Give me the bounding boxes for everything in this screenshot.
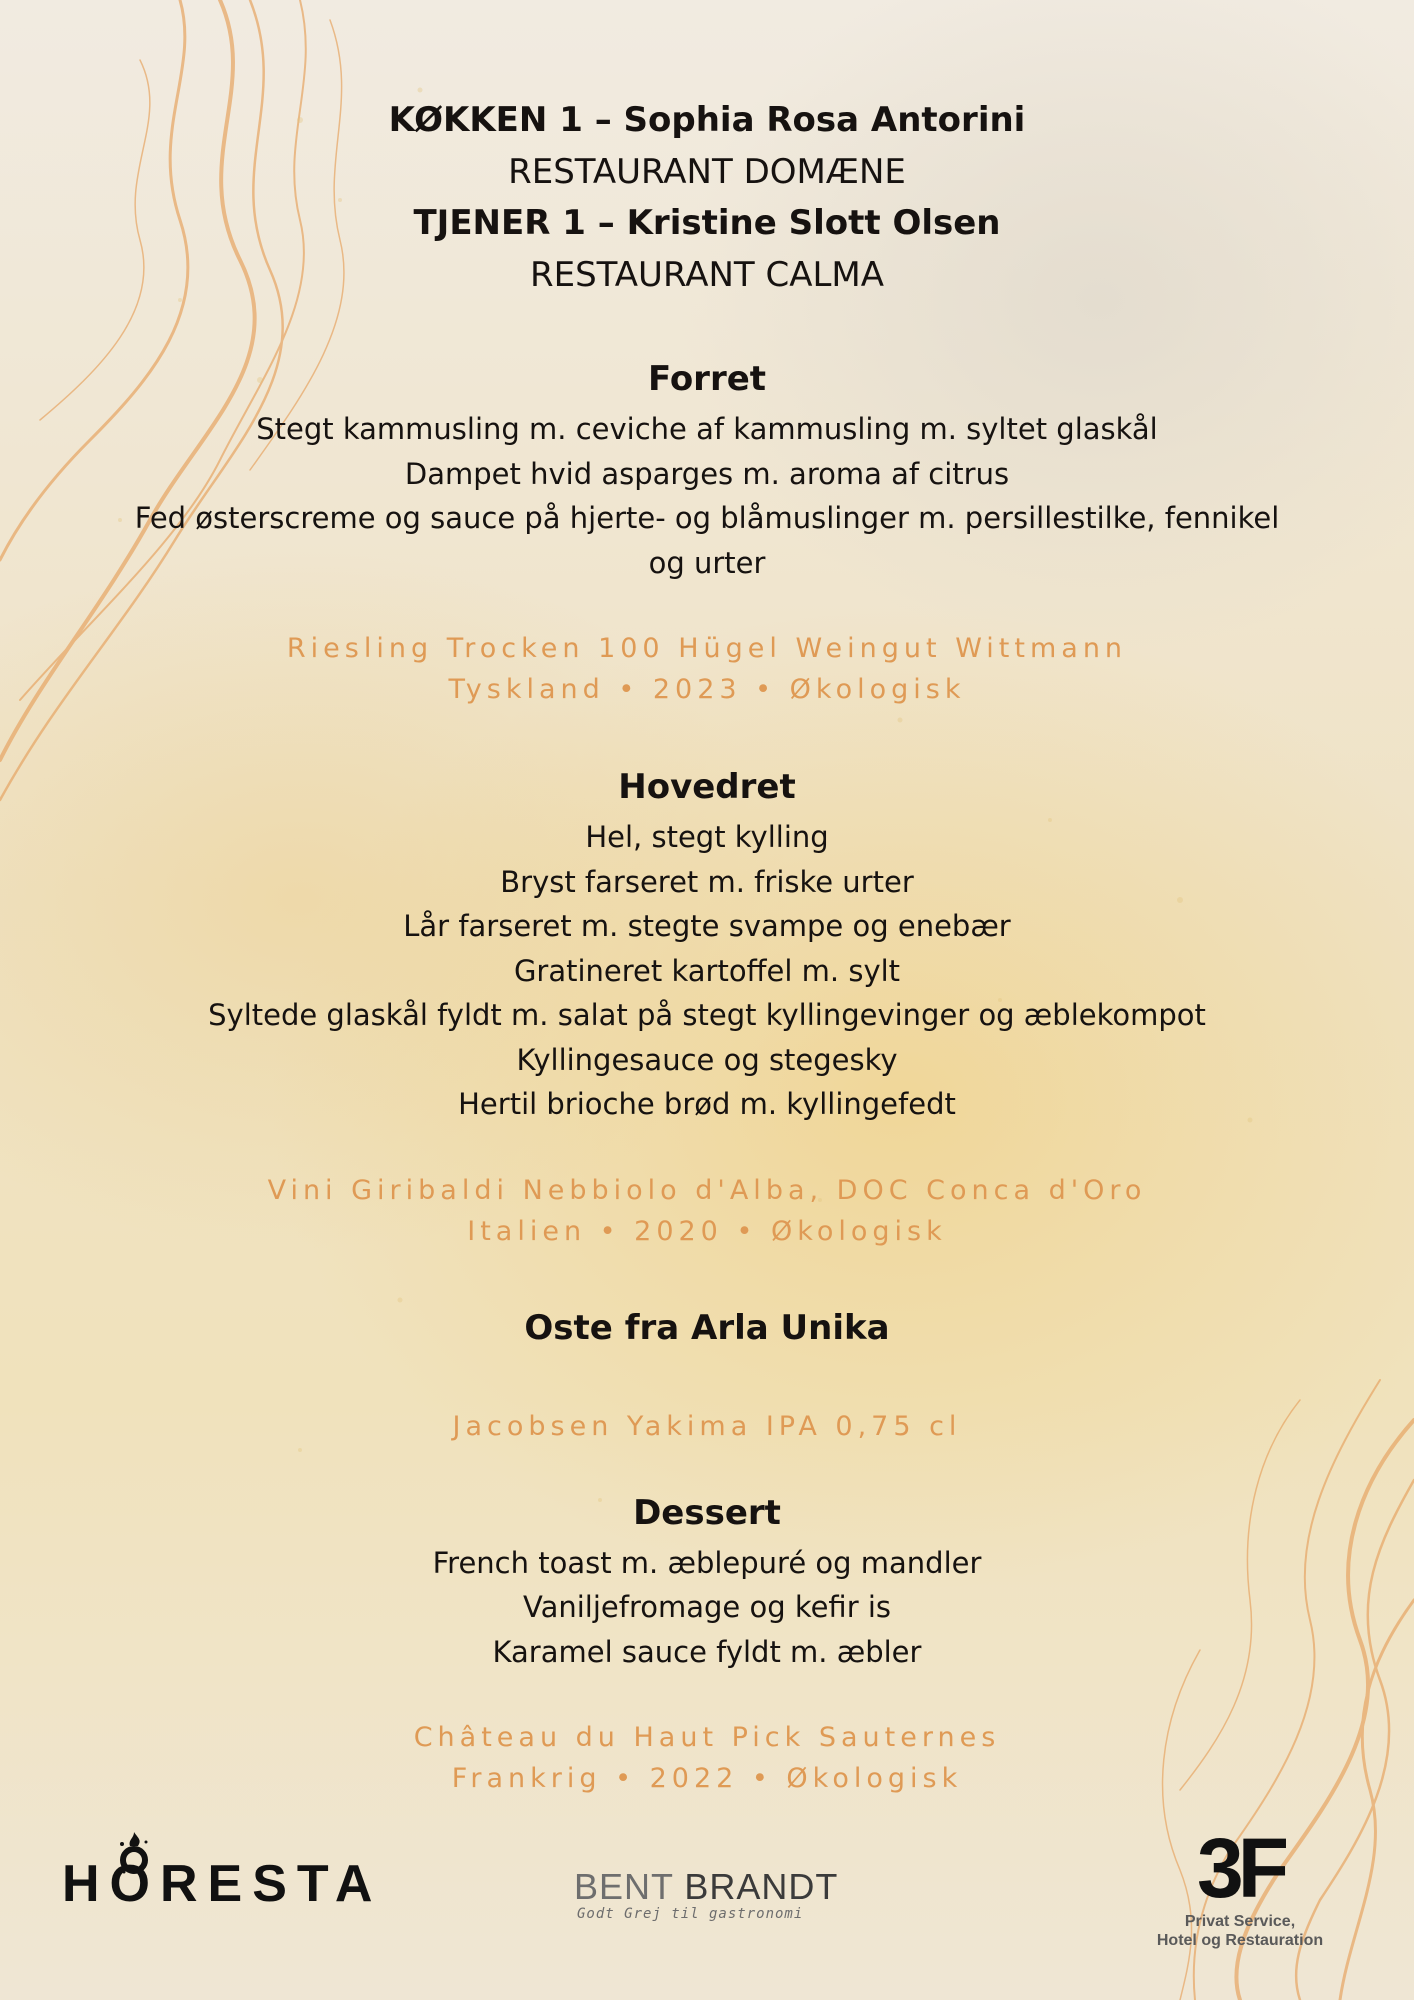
- main-course-item: Hel, stegt kylling: [585, 820, 829, 854]
- bent-brandt-word1: BENT: [574, 1866, 674, 1907]
- cheese-drink: Jacobsen Yakima IPA 0,75 cl: [452, 1411, 962, 1442]
- starter-wine-details: Tyskland • 2023 • Økologisk: [448, 674, 966, 705]
- waiter-restaurant: RESTAURANT CALMA: [529, 255, 884, 295]
- cheese-heading: Oste fra Arla Unika: [524, 1308, 890, 1348]
- dessert-heading: Dessert: [633, 1493, 781, 1533]
- horesta-wordmark: HORESTA: [62, 1855, 383, 1913]
- main-course-item: Kyllingesauce og stegesky: [516, 1043, 898, 1077]
- kitchen-restaurant: RESTAURANT DOMÆNE: [508, 152, 906, 192]
- starter-wine-name: Riesling Trocken 100 Hügel Weingut Wittmann: [286, 633, 1128, 664]
- main-course-item: Bryst farseret m. friske urter: [500, 865, 914, 899]
- horesta-logo: [62, 1832, 383, 1913]
- bent-brandt-word2: BRANDT: [684, 1866, 839, 1907]
- kitchen-chef-line: KØKKEN 1 – Sophia Rosa Antorini: [388, 100, 1026, 140]
- bent-brandt-logo: [574, 1866, 934, 1926]
- threef-logo: [1140, 1821, 1340, 1958]
- main-course-item: Gratineret kartoffel m. sylt: [513, 954, 901, 988]
- starter-item: Stegt kammusling m. ceviche af kammusling m. syltet glaskål: [256, 412, 1158, 446]
- starter-item: og urter: [648, 546, 766, 580]
- main-course-item: Lår farseret m. stegte svampe og enebær: [403, 909, 1011, 943]
- threef-caption-line2: Hotel og Restauration: [1156, 1932, 1324, 1949]
- starter-item: Fed østerscreme og sauce på hjerte- og blåmuslinger m. persillestilke, fennikel: [134, 501, 1280, 535]
- main-course-item: Syltede glaskål fyldt m. salat på stegt kyllingevinger og æblekompot: [208, 998, 1206, 1032]
- waiter-line: TJENER 1 – Kristine Slott Olsen: [413, 203, 1001, 243]
- main-course-heading: Hovedret: [618, 767, 796, 807]
- dessert-item: French toast m. æblepuré og mandler: [432, 1546, 982, 1580]
- main-course-item: Hertil brioche brød m. kyllingefedt: [458, 1087, 956, 1121]
- threef-mark: 3F: [1196, 1821, 1284, 1915]
- dessert-item: Karamel sauce fyldt m. æbler: [492, 1635, 922, 1669]
- starter-heading: Forret: [647, 359, 767, 399]
- dessert-wine-name: Château du Haut Pick Sauternes: [413, 1722, 1001, 1753]
- main-course-wine-details: Italien • 2020 • Økologisk: [467, 1216, 947, 1247]
- dessert-wine-details: Frankrig • 2022 • Økologisk: [451, 1763, 963, 1794]
- dessert-item: Vaniljefromage og kefir is: [522, 1590, 892, 1624]
- threef-caption-line1: Privat Service,: [1184, 1913, 1296, 1930]
- main-course-wine-name: Vini Giribaldi Nebbiolo d'Alba, DOC Conca d'Oro: [267, 1175, 1147, 1206]
- starter-item: Dampet hvid asparges m. aroma af citrus: [404, 457, 1010, 491]
- bent-brandt-tagline: Godt Grej til gastronomi: [577, 1906, 804, 1922]
